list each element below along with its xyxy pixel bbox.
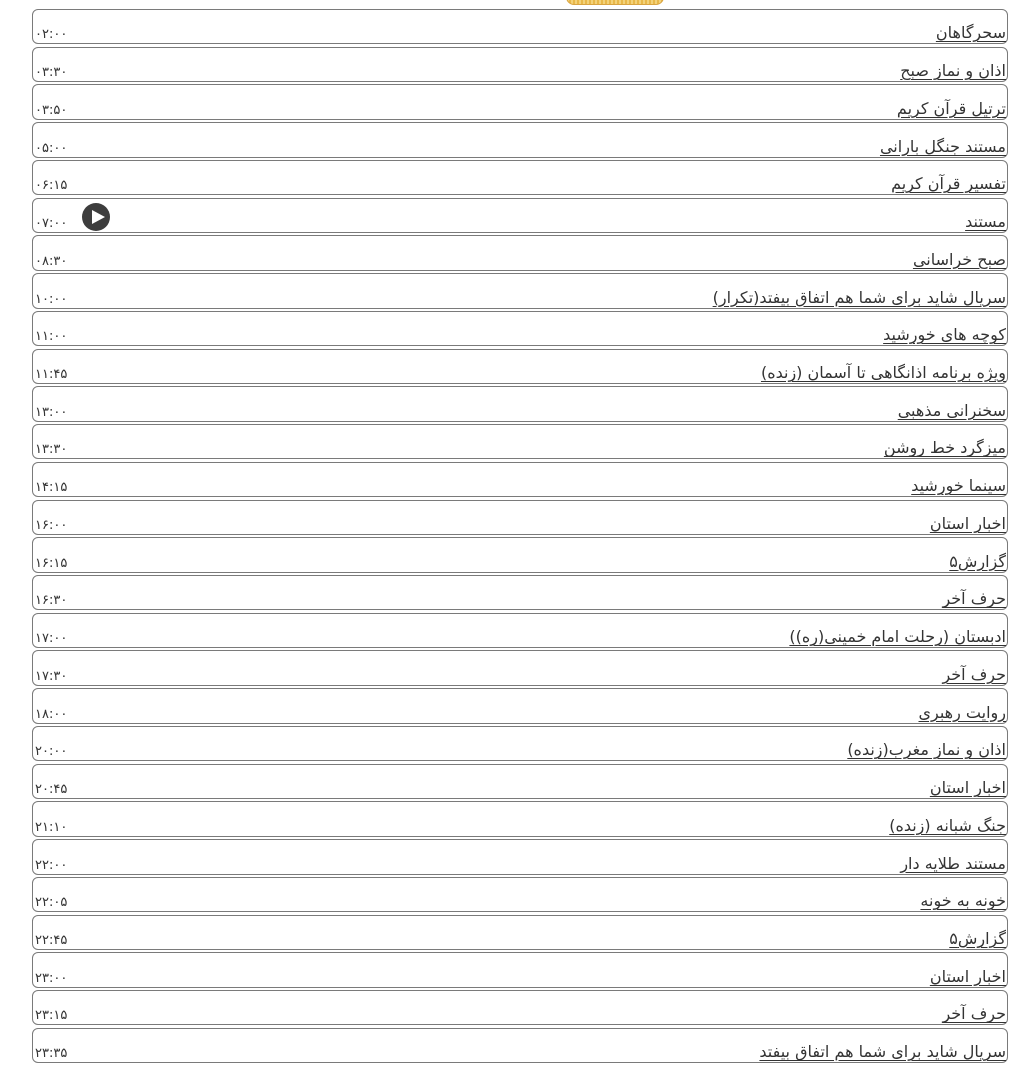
- schedule-row[interactable]: [32, 273, 1008, 308]
- schedule-row[interactable]: [32, 122, 1008, 157]
- program-title-link[interactable]: حرف آخر: [942, 1004, 1006, 1024]
- schedule-row[interactable]: [32, 1028, 1008, 1063]
- program-title-link[interactable]: میزگرد خط روشن: [883, 438, 1006, 458]
- schedule-row[interactable]: [32, 349, 1008, 384]
- schedule-row[interactable]: [32, 575, 1008, 610]
- program-title-link[interactable]: خونه به خونه: [920, 891, 1006, 911]
- schedule-row[interactable]: [32, 47, 1008, 82]
- program-title-link[interactable]: سریال شاید برای شما هم اتفاق بیفتد: [759, 1042, 1006, 1062]
- schedule-row[interactable]: [32, 952, 1008, 987]
- program-time: ۲۰:۰۰: [35, 744, 68, 760]
- program-time: ۰۶:۱۵: [35, 178, 68, 194]
- program-time: ۲۳:۳۵: [35, 1046, 68, 1062]
- program-title-link[interactable]: سخنرانی مذهبی: [897, 400, 1006, 420]
- schedule-row[interactable]: [32, 386, 1008, 421]
- schedule-row[interactable]: [32, 801, 1008, 836]
- program-title-link[interactable]: اخبار استان: [929, 966, 1006, 986]
- program-time: ۱۸:۰۰: [35, 706, 68, 722]
- program-time: ۱۱:۰۰: [35, 329, 68, 345]
- program-title-link[interactable]: گزارش۵: [949, 551, 1006, 571]
- program-title-link[interactable]: ترتیل قرآن کریم: [896, 98, 1006, 118]
- schedule-row[interactable]: [32, 462, 1008, 497]
- program-time: ۲۲:۰۰: [35, 857, 68, 873]
- program-title-link[interactable]: تفسیر قرآن کریم: [891, 174, 1006, 194]
- top-tab-indicator: [566, 0, 664, 5]
- program-schedule-list: [32, 9, 1008, 1066]
- program-title-link[interactable]: کوچه های خورشید: [883, 325, 1006, 345]
- program-time: ۰۳:۳۰: [35, 65, 68, 81]
- program-title-link[interactable]: اذان و نماز صبح: [900, 61, 1006, 81]
- program-time: ۱۱:۴۵: [35, 367, 68, 382]
- schedule-row[interactable]: [32, 726, 1008, 761]
- program-time: ۱۷:۳۰: [35, 668, 68, 684]
- program-time: ۱۴:۱۵: [35, 480, 68, 496]
- play-icon[interactable]: [82, 203, 110, 231]
- program-time: ۱۷:۰۰: [35, 631, 68, 647]
- program-title-link[interactable]: سحرگاهان: [935, 23, 1006, 43]
- program-time: ۰۸:۳۰: [35, 253, 68, 269]
- program-title-link[interactable]: جنگ شبانه (زنده): [889, 815, 1006, 835]
- schedule-row[interactable]: [32, 688, 1008, 723]
- program-time: ۰۲:۰۰: [35, 27, 68, 43]
- program-title-link[interactable]: حرف آخر: [942, 664, 1006, 684]
- schedule-row[interactable]: [32, 990, 1008, 1025]
- program-time: ۱۶:۰۰: [35, 517, 68, 533]
- program-time: ۲۱:۱۰: [35, 819, 68, 835]
- program-time: ۱۶:۳۰: [35, 593, 68, 609]
- program-time: ۲۰:۴۵: [35, 782, 68, 798]
- program-title-link[interactable]: ادبستان (رحلت امام خمینی(ره)): [789, 627, 1006, 647]
- program-title-link[interactable]: سینما خورشید: [911, 476, 1006, 496]
- schedule-row[interactable]: [32, 198, 1008, 233]
- program-title-link[interactable]: اخبار استان: [929, 778, 1006, 798]
- schedule-row[interactable]: [32, 235, 1008, 270]
- program-time: ۰۷:۰۰: [35, 216, 68, 232]
- program-title-link[interactable]: اخبار استان: [929, 513, 1006, 533]
- schedule-row[interactable]: [32, 537, 1008, 572]
- program-time: ۱۶:۱۵: [35, 555, 68, 571]
- schedule-row[interactable]: [32, 613, 1008, 648]
- program-time: ۱۳:۳۰: [35, 442, 68, 458]
- schedule-row[interactable]: [32, 500, 1008, 535]
- schedule-row[interactable]: [32, 424, 1008, 459]
- program-time: ۲۲:۰۵: [35, 895, 68, 911]
- schedule-row[interactable]: [32, 84, 1008, 119]
- schedule-row[interactable]: [32, 915, 1008, 950]
- schedule-row[interactable]: [32, 160, 1008, 195]
- program-title-link[interactable]: اذان و نماز مغرب(زنده): [847, 740, 1006, 760]
- schedule-row[interactable]: [32, 9, 1008, 44]
- program-title-link[interactable]: حرف آخر: [942, 589, 1006, 609]
- program-title-link[interactable]: مستند جنگل بارانی: [879, 136, 1006, 156]
- program-title-link[interactable]: روایت رهبری: [918, 702, 1006, 722]
- program-time: ۲۳:۱۵: [35, 1008, 68, 1024]
- program-time: ۲۲:۴۵: [35, 933, 68, 949]
- program-title-link[interactable]: ویژه برنامه اذانگاهی تا آسمان (زنده): [760, 363, 1006, 382]
- program-time: ۱۰:۰۰: [35, 291, 68, 307]
- schedule-row[interactable]: [32, 877, 1008, 912]
- program-title-link[interactable]: مستند: [965, 212, 1006, 232]
- program-title-link[interactable]: سریال شاید برای شما هم اتفاق بیفتد(تکرار): [712, 287, 1006, 307]
- program-time: ۰۵:۰۰: [35, 140, 68, 156]
- program-title-link[interactable]: مستند طلایه دار: [900, 853, 1006, 873]
- schedule-row[interactable]: [32, 311, 1008, 346]
- program-time: ۲۳:۰۰: [35, 970, 68, 986]
- program-title-link[interactable]: گزارش۵: [949, 929, 1006, 949]
- schedule-row[interactable]: [32, 839, 1008, 874]
- schedule-row[interactable]: [32, 650, 1008, 685]
- program-time: ۰۳:۵۰: [35, 102, 68, 118]
- schedule-row[interactable]: [32, 764, 1008, 799]
- program-time: ۱۳:۰۰: [35, 404, 68, 420]
- program-title-link[interactable]: صبح خراسانی: [912, 249, 1006, 269]
